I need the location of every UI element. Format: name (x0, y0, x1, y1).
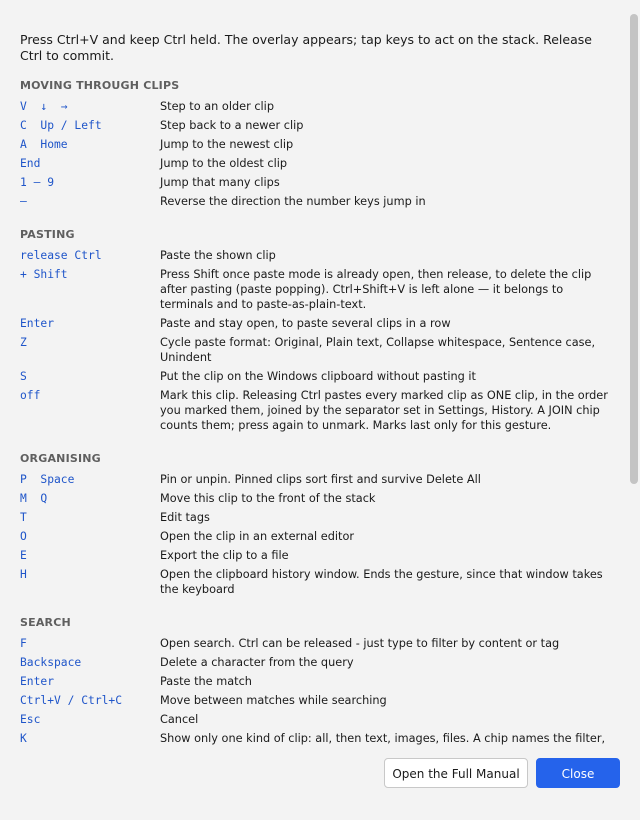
shortcut-description: Cancel (160, 713, 199, 726)
shortcut-description: Open the clip in an external editor (160, 530, 355, 543)
shortcut-row (20, 97, 616, 116)
shortcut-description: Open the clipboard history window. Ends the gesture, since that window takes the keyboard (160, 568, 603, 596)
shortcut-row (20, 470, 616, 489)
shortcut-row (20, 246, 616, 265)
shortcut-description: Delete a character from the query (160, 656, 354, 669)
shortcut-row (20, 653, 616, 672)
shortcut-row (20, 173, 616, 192)
shortcut-description: Move this clip to the front of the stack (160, 492, 376, 505)
dialog-footer (0, 748, 640, 820)
intro-text: Press Ctrl+V and keep Ctrl held. The overlay appears; tap keys to act on the stack. Release Ctrl to commit. (20, 32, 592, 63)
shortcut-description: Reverse the direction the number keys jump in (160, 195, 426, 208)
shortcut-key: S (20, 370, 27, 383)
shortcut-section (20, 78, 616, 211)
shortcut-description: Open search. Ctrl can be released - just type to filter by content or tag (160, 637, 560, 650)
shortcut-key: 1 – 9 (20, 176, 55, 189)
shortcut-description: Jump to the newest clip (160, 138, 294, 151)
shortcut-key: Enter (20, 317, 55, 330)
shortcut-key: – (20, 195, 27, 208)
shortcut-row (20, 192, 616, 211)
section-title: PASTING (20, 228, 75, 241)
shortcut-row (20, 527, 616, 546)
shortcut-row (20, 367, 616, 386)
close-button[interactable]: Close (536, 758, 620, 788)
shortcut-section (20, 227, 616, 435)
shortcut-row (20, 672, 616, 691)
shortcut-row (20, 489, 616, 508)
shortcut-row (20, 333, 616, 367)
shortcut-description: Step back to a newer clip (160, 119, 304, 132)
shortcut-key: T (20, 511, 27, 524)
shortcut-key: Esc (20, 713, 41, 726)
shortcut-row (20, 710, 616, 729)
shortcut-key: Backspace (20, 656, 82, 669)
open-manual-button[interactable]: Open the Full Manual (384, 758, 528, 788)
shortcut-section (20, 451, 616, 599)
section-title: SEARCH (20, 616, 71, 629)
shortcut-row (20, 154, 616, 173)
vertical-scrollbar-thumb[interactable] (630, 14, 638, 484)
shortcut-description: Put the clip on the Windows clipboard without pasting it (160, 370, 476, 383)
shortcut-row (20, 135, 616, 154)
section-title: ORGANISING (20, 452, 101, 465)
shortcut-description: Edit tags (160, 511, 210, 524)
sections-container (20, 78, 616, 794)
shortcut-key: K (20, 732, 27, 745)
shortcut-row (20, 508, 616, 527)
shortcut-description: Paste and stay open, to paste several clips in a row (160, 317, 451, 330)
shortcut-description: Step to an older clip (160, 100, 274, 113)
shortcut-description: Press Shift once paste mode is already open, then release, to delete the clip after pasting (paste popping). Ctrl+Shift+V is left alone — it belongs to terminals and to paste-as-plain-text. (160, 268, 592, 311)
shortcut-description: Jump to the oldest clip (160, 157, 288, 170)
shortcut-row (20, 314, 616, 333)
shortcut-key: A Home (20, 138, 68, 151)
shortcut-key: H (20, 568, 27, 581)
shortcut-description: Paste the shown clip (160, 249, 276, 262)
shortcut-description: Move between matches while searching (160, 694, 387, 707)
shortcut-row (20, 634, 616, 653)
shortcut-row (20, 691, 616, 710)
section-title: MOVING THROUGH CLIPS (20, 79, 180, 92)
shortcut-key: M Q (20, 492, 48, 505)
shortcut-description: Mark this clip. Releasing Ctrl pastes every marked clip as ONE clip, in the order you marked them, joined by the separator set in Settings, History. A JOIN chip counts them; press again to unmark. Marks last only for this gesture. (160, 389, 608, 432)
shortcut-key: E (20, 549, 27, 562)
shortcut-description: Pin or unpin. Pinned clips sort first and survive Delete All (160, 473, 481, 486)
shortcut-row (20, 386, 616, 435)
shortcut-description: Show only one kind of clip: all, then text, images, files. A chip names the filter, (160, 732, 606, 745)
shortcut-key: Enter (20, 675, 55, 688)
shortcut-description: Cycle paste format: Original, Plain text, Collapse whitespace, Sentence case, Unindent (160, 336, 596, 364)
shortcut-row (20, 565, 616, 599)
shortcut-section (20, 615, 616, 763)
shortcut-key: V ↓ → (20, 100, 68, 113)
shortcut-row (20, 546, 616, 565)
shortcut-row (20, 265, 616, 314)
shortcut-key: O (20, 530, 27, 543)
shortcut-key: C Up / Left (20, 119, 102, 132)
shortcut-key: off (20, 389, 41, 402)
shortcut-description: Export the clip to a file (160, 549, 289, 562)
shortcut-key: + Shift (20, 268, 68, 281)
shortcut-row (20, 116, 616, 135)
shortcut-key: P Space (20, 473, 75, 486)
shortcut-key: Ctrl+V / Ctrl+C (20, 694, 123, 707)
shortcut-description: Paste the match (160, 675, 252, 688)
shortcut-key: End (20, 157, 41, 170)
shortcut-key: release Ctrl (20, 249, 102, 262)
shortcut-key: Z (20, 336, 27, 349)
shortcut-key: F (20, 637, 27, 650)
shortcut-description: Jump that many clips (160, 176, 280, 189)
